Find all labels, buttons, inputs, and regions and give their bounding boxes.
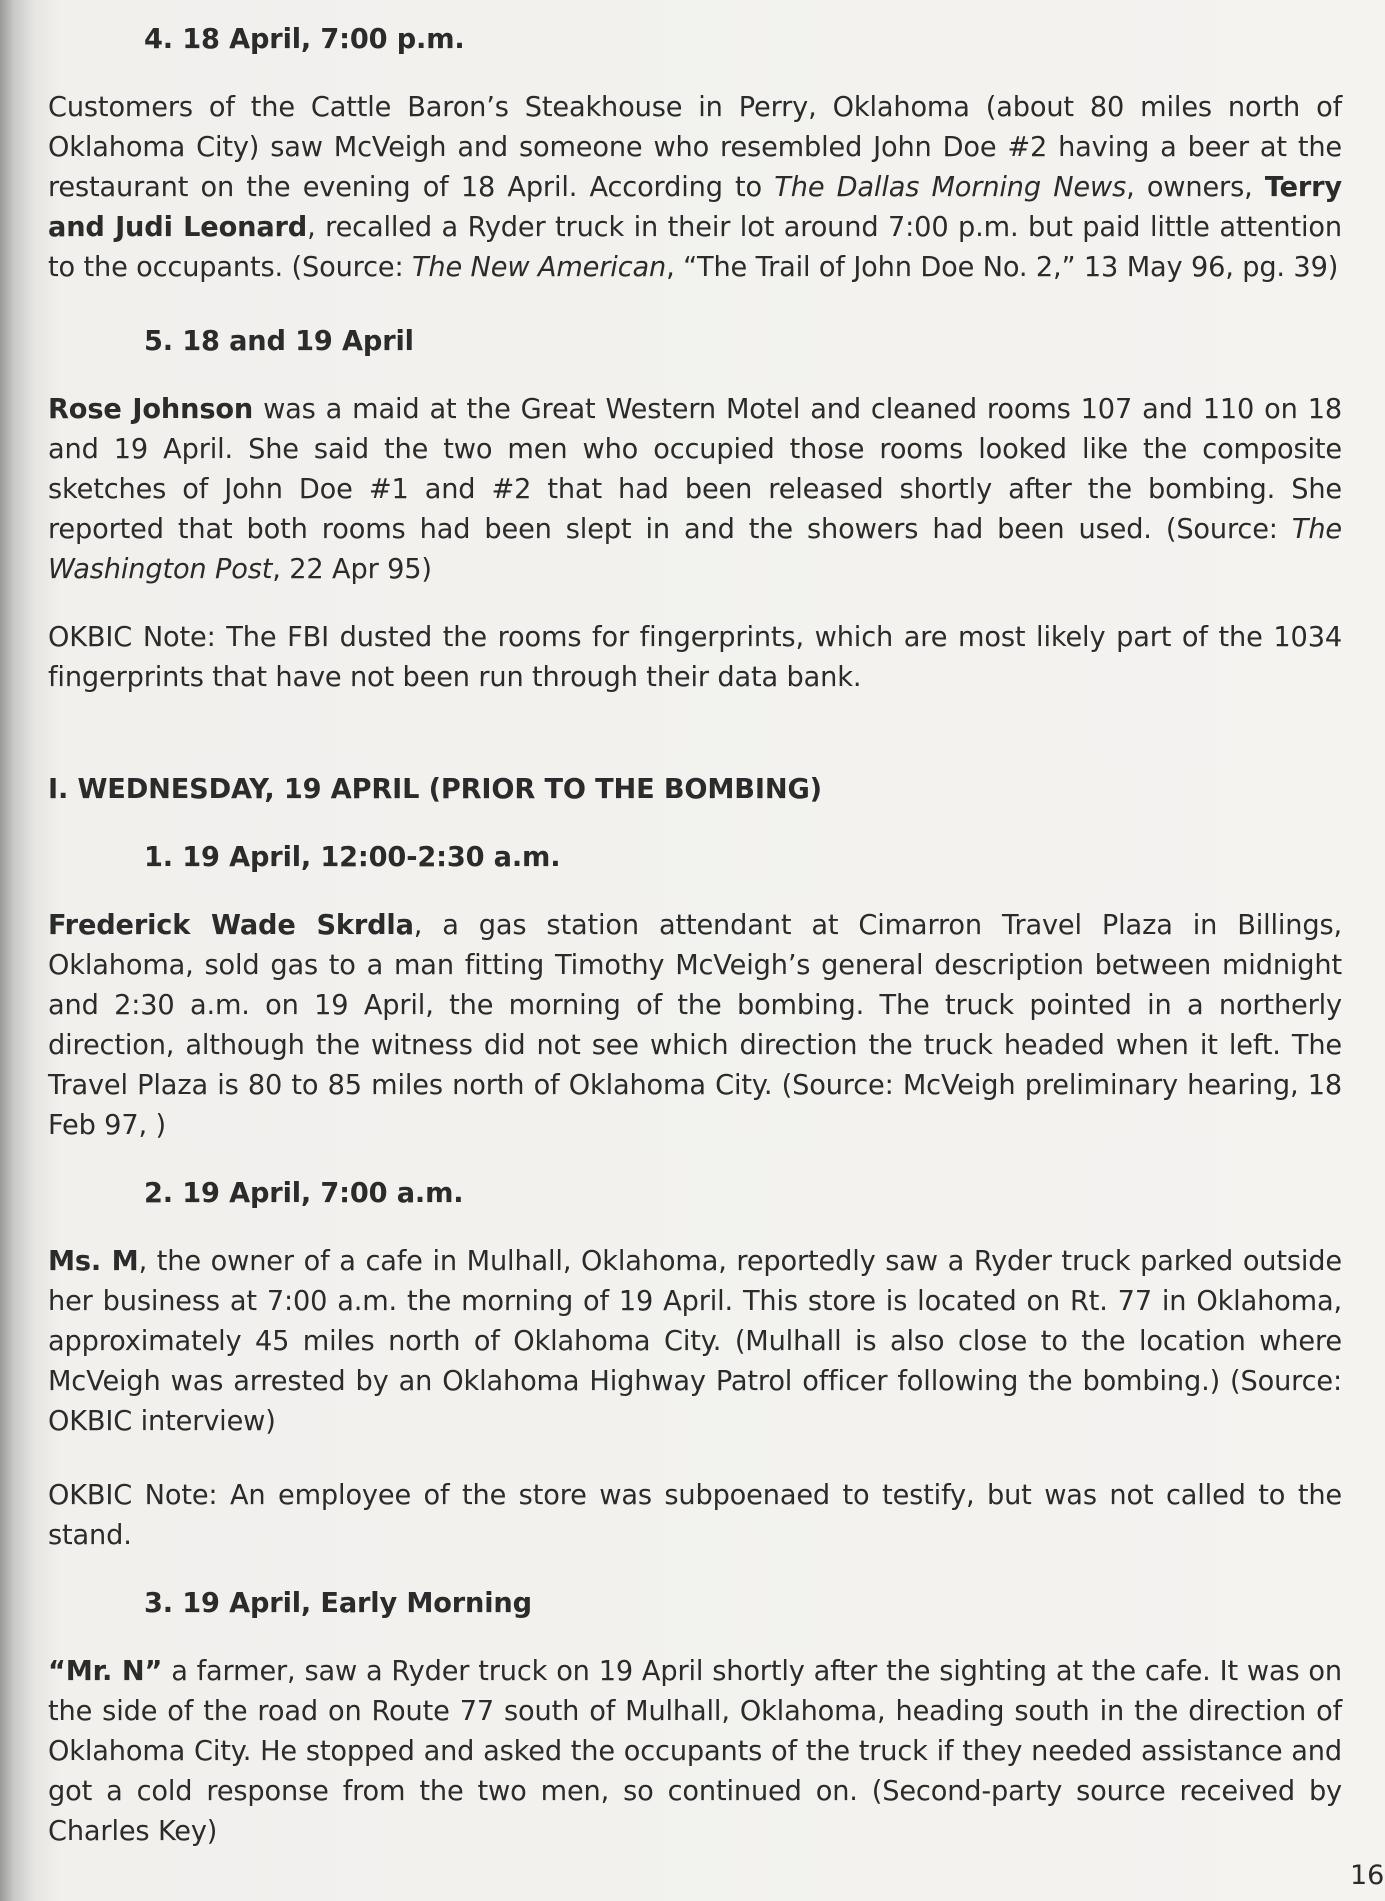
entry-paragraph-i2: Ms. M, the owner of a cafe in Mulhall, Oklahoma, reportedly saw a Ryder truck parked outside her business at 7:00 a.m. the morning of 19 April. This store is located on Rt. 77 in Oklahoma, approximately 45 miles north of Oklahoma City. (Mulhall is also close to the location where McVeigh was arrested by an Oklahoma Highway Patrol officer following the bombing.) (Source: OKBIC interview) — [48, 1246, 1342, 1437]
entry-heading-i1: 1. 19 April, 12:00-2:30 a.m. — [144, 842, 561, 873]
page-number: 16 — [1350, 1860, 1385, 1891]
entry-heading-i3: 3. 19 April, Early Morning — [144, 1588, 532, 1619]
entry-note-5: OKBIC Note: The FBI dusted the rooms for fingerprints, which are most likely part of the 1034 fingerprints that have not been run through their data bank. — [48, 622, 1342, 693]
entry-heading-4: 4. 18 April, 7:00 p.m. — [144, 24, 465, 55]
entry-paragraph-i3: “Mr. N” a farmer, saw a Ryder truck on 19 April shortly after the sighting at the cafe. It was on the side of the road on Route 77 south of Mulhall, Oklahoma, heading south in the direction of Oklahoma City. He stopped and asked the occupants of the truck if they needed assistance and got a cold response from the two men, so continued on. (Second-party source received by Charles Key) — [48, 1656, 1342, 1847]
entry-paragraph-5: Rose Johnson was a maid at the Great Western Motel and cleaned rooms 107 and 110 on 18 and 19 April. She said the two men who occupied those rooms looked like the composite sketches of John Doe #1 and #2 that had been released shortly after the bombing. She reported that both rooms had been slept in and the showers had been used. (Source: The Washington Post, 22 Apr 95) — [48, 394, 1342, 585]
document-body — [48, 20, 1342, 1852]
entry-heading-i2: 2. 19 April, 7:00 a.m. — [144, 1178, 464, 1209]
entry-paragraph-i1: Frederick Wade Skrdla, a gas station attendant at Cimarron Travel Plaza in Billings, Oklahoma, sold gas to a man fitting Timothy McVeigh’s general description between midnight and 2:30 a.m. on 19 April, the morning of the bombing. The truck pointed in a northerly direction, although the witness did not see which direction the truck headed when it left. The Travel Plaza is 80 to 85 miles north of Oklahoma City. (Source: McVeigh preliminary hearing, 18 Feb 97, ) — [48, 910, 1343, 1141]
entry-paragraph-4: Customers of the Cattle Baron’s Steakhouse in Perry, Oklahoma (about 80 miles north of Oklahoma City) saw McVeigh and someone who resembled John Doe #2 having a beer at the restaurant on the evening of 18 April. According to The Dallas Morning News, owners, Terry and Judi Leonard, recalled a Ryder truck in their lot around 7:00 p.m. but paid little attention to the occupants. (Source: The New American, “The Trail of John Doe No. 2,” 13 May 96, pg. 39) — [48, 92, 1342, 283]
entry-heading-5: 5. 18 and 19 April — [144, 326, 414, 357]
entry-note-i2: OKBIC Note: An employee of the store was subpoenaed to testify, but was not called to the stand. — [48, 1480, 1342, 1551]
section-heading-i: I. WEDNESDAY, 19 APRIL (PRIOR TO THE BOMBING) — [48, 774, 822, 805]
